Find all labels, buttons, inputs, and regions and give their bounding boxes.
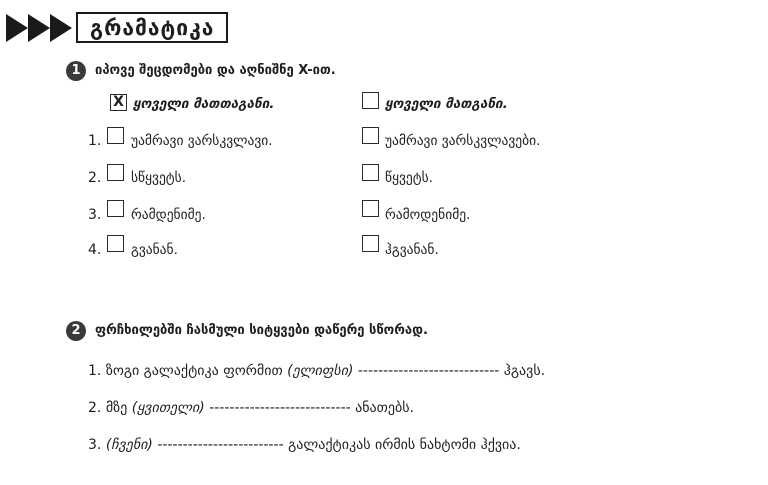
option-1-left: უამრავი ვარსკვლავი. [131,133,273,149]
exercise-1-instruction: იპოვე შეცდომები და აღნიშნე X-ით. [95,63,336,78]
exercise-2-instruction: ფრჩხილებში ჩასმული სიტყვები დაწერე სწორად. [95,323,428,338]
example-checkbox-right[interactable] [362,92,379,109]
option-2-left: სწყვეტს. [131,170,186,186]
sentence-1: 1. ზოგი გალაქტიკა ფორმით (ელიფსი) ---------------------------- ჰგავს. [88,363,546,379]
option-1-right: უამრავი ვარსკვლავები. [385,133,541,149]
row-number: 3. [88,207,102,223]
checkbox-4-left[interactable] [107,235,124,252]
checkbox-4-right[interactable] [362,235,379,252]
section-title: გრამატიკა [76,12,228,43]
bracket-word: (ჩვენი) [105,437,153,453]
section-header [6,12,228,43]
row-number: 1. [88,133,102,149]
example-option-left: ყოველი მათთაგანი. [133,96,275,112]
sentence-2: 2. მზე (ყვითელი) ---------------------------- ანათებს. [88,400,414,416]
checkbox-3-left[interactable] [107,200,124,217]
option-3-right: რამოდენიმე. [385,207,471,223]
triple-arrow-icon [6,14,72,42]
bracket-word: (ყვითელი) [131,400,205,416]
checkbox-1-right[interactable] [362,127,379,144]
bracket-word: (ელიფსი) [287,363,354,379]
answer-blank[interactable]: ---------------------------- [209,400,351,416]
checkbox-2-left[interactable] [107,164,124,181]
example-option-right: ყოველი მათგანი. [385,96,508,112]
checkbox-1-left[interactable] [107,127,124,144]
checkbox-2-right[interactable] [362,164,379,181]
example-checkbox-left[interactable]: X [110,94,127,111]
sentence-3: 3. (ჩვენი) ------------------------- გალაქტიკას ირმის ნახტომი ჰქვია. [88,437,521,453]
answer-blank[interactable]: ---------------------------- [357,363,500,379]
option-4-right: ჰგვანან. [385,242,439,258]
row-number: 4. [88,242,102,258]
answer-blank[interactable]: ------------------------- [157,437,284,453]
checkbox-3-right[interactable] [362,200,379,217]
exercise-1-number: 1 [66,61,86,81]
row-number: 2. [88,170,102,186]
option-4-left: გვანან. [131,242,178,258]
option-2-right: წყვეტს. [385,170,433,186]
option-3-left: რამდენიმე. [131,207,206,223]
exercise-2-number: 2 [66,321,86,341]
